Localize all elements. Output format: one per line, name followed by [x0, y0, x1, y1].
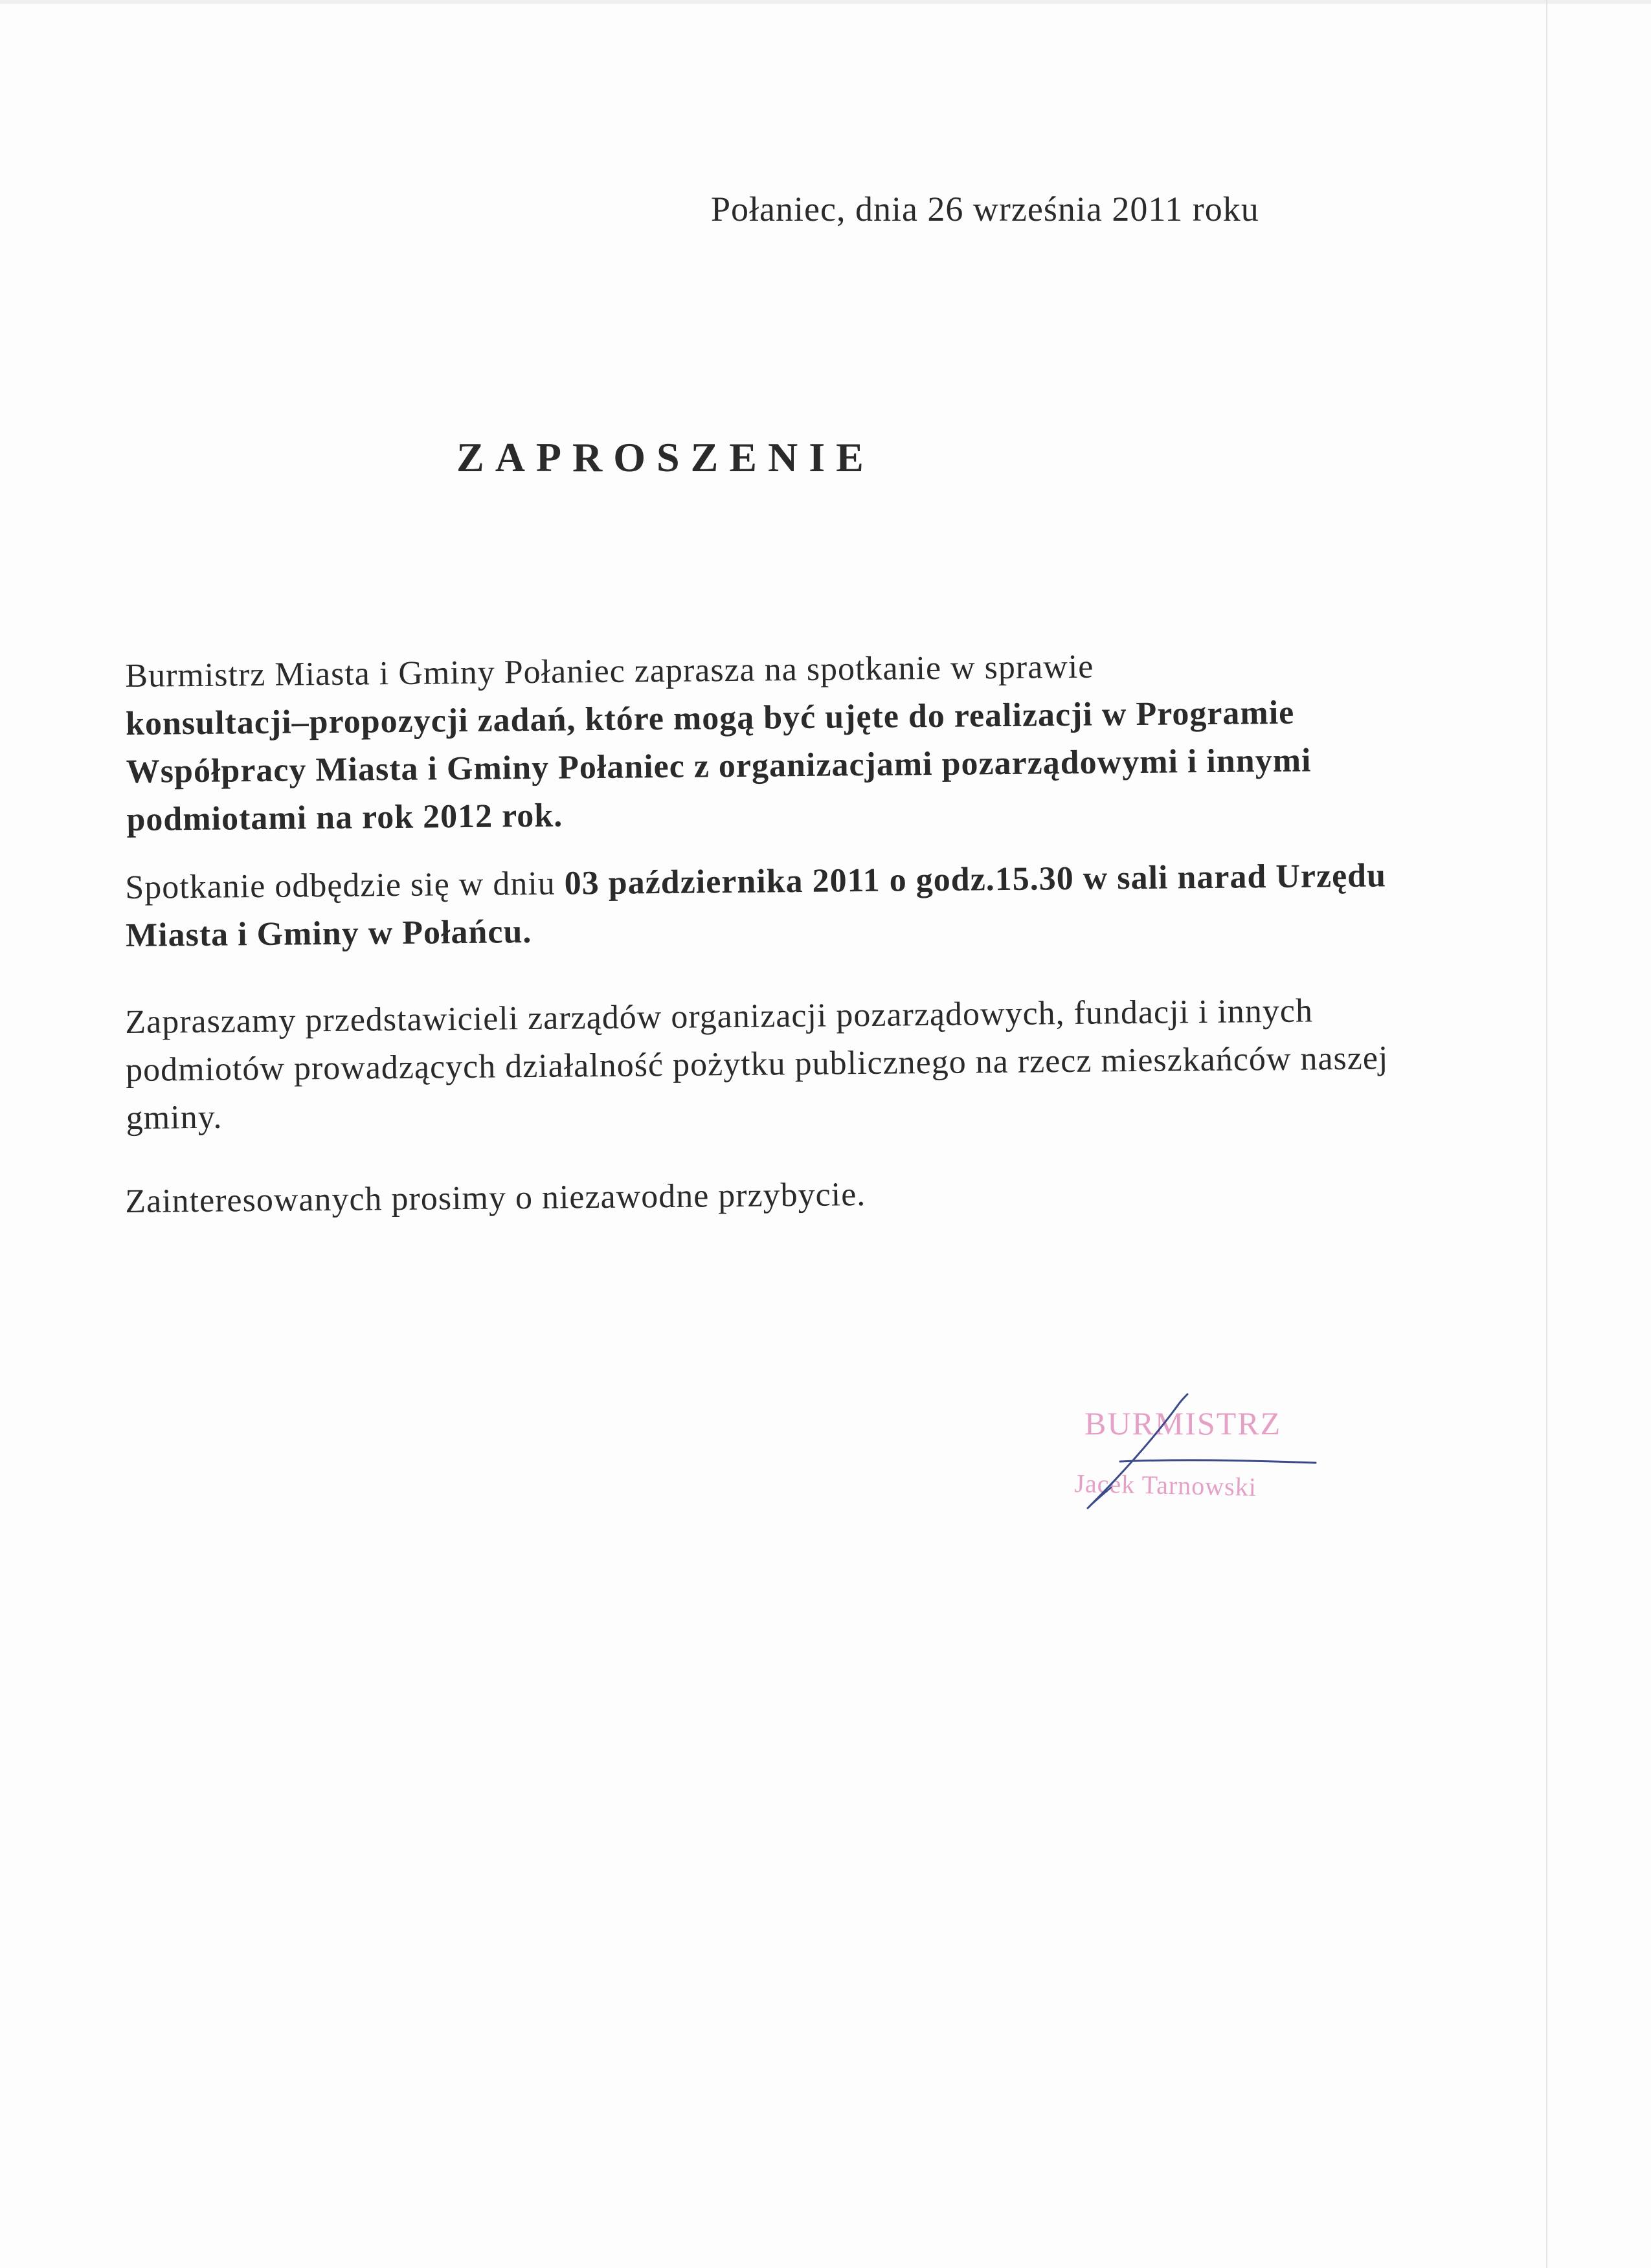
paragraph-invitees: Zapraszamy przedstawicieli zarządów organizacji pozarządowych, fundacji i innych podmiotów prowadzących działalność pożytku publicznego na rzecz mieszkańców naszej gminy. [125, 992, 1389, 1137]
paragraph-closing: Zainteresowanych prosimy o niezawodne przybycie. [125, 1176, 866, 1220]
stamp-name: Jacek Tarnowski [1074, 1468, 1257, 1502]
paragraph-bold-subject: konsultacji–propozycji zadań, które mogą być ujęte do realizacji w Programie Współpracy Miasta i Gminy Połaniec z organizacjami pozarządowymi i innymi podmiotami na rok 2012 rok. [125, 694, 1312, 838]
paragraph-invitation-subject [125, 640, 1409, 844]
place-and-date: Połaniec, dnia 26 września 2011 roku [711, 190, 1259, 228]
scan-edge-right [1546, 0, 1547, 2268]
scan-edge-top [0, 0, 1651, 4]
paragraph-meeting-details [125, 852, 1408, 960]
signature-stroke-underline [1120, 1460, 1316, 1463]
signature-stroke-diagonal [1088, 1394, 1187, 1508]
meeting-date-place: 03 października 2011 o godz.15.30 w sali narad Urzędu Miasta i Gminy w Połańcu. [125, 857, 1387, 954]
document-title: ZAPROSZENIE [456, 434, 875, 480]
stamp-title: BURMISTRZ [1084, 1405, 1282, 1441]
meeting-intro-text: Spotkanie odbędzie się w dniu [125, 865, 565, 906]
signature-stroke-tail [1088, 1487, 1111, 1508]
paragraph-intro-text: Burmistrz Miasta i Gminy Połaniec zaprasza na spotkanie w sprawie [125, 648, 1094, 695]
handwritten-signature [1049, 1379, 1321, 1528]
